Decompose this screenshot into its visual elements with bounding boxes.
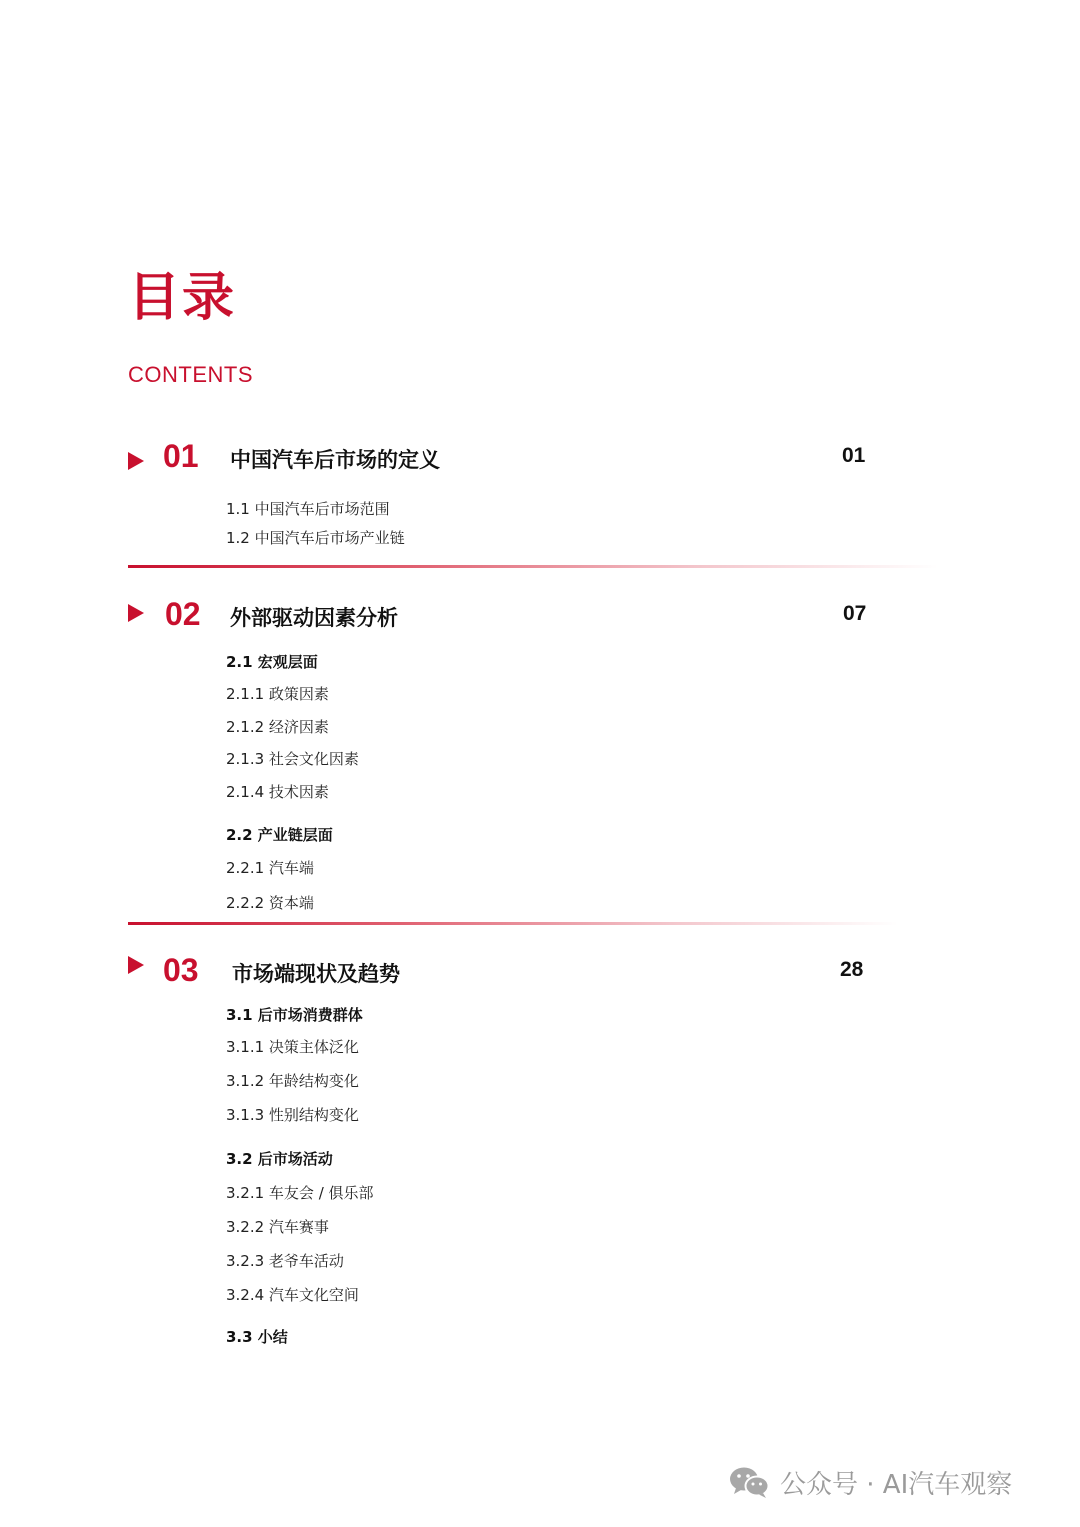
section-title: 外部驱动因素分析 <box>230 606 398 630</box>
toc-item[interactable]: 3.2.4 汽车文化空间 <box>226 1286 359 1304</box>
toc-item[interactable]: 2.1.3 社会文化因素 <box>226 750 359 768</box>
watermark <box>728 1462 1012 1502</box>
watermark-text: 公众号 · AI汽车观察 <box>780 1469 1013 1500</box>
toc-item[interactable]: 2.2.1 汽车端 <box>226 859 314 877</box>
wechat-icon <box>728 1465 770 1499</box>
section-header[interactable] <box>0 438 1080 482</box>
toc-item[interactable]: 3.2.3 老爷车活动 <box>226 1252 344 1270</box>
triangle-marker-icon <box>128 452 144 470</box>
toc-subsection[interactable]: 2.1 宏观层面 <box>226 653 318 671</box>
toc-title: 目录 <box>128 268 237 328</box>
toc-subsection[interactable]: 2.2 产业链层面 <box>226 826 333 844</box>
toc-subsection[interactable]: 3.2 后市场活动 <box>226 1150 333 1168</box>
toc-subtitle: CONTENTS <box>128 362 253 387</box>
toc-item[interactable]: 1.2 中国汽车后市场产业链 <box>226 529 405 547</box>
triangle-marker-icon <box>128 604 144 622</box>
toc-item[interactable]: 2.2.2 资本端 <box>226 894 314 912</box>
section-title: 中国汽车后市场的定义 <box>230 448 440 472</box>
toc-item[interactable]: 2.1.2 经济因素 <box>226 718 329 736</box>
section-number: 02 <box>165 596 201 632</box>
section-divider <box>128 922 898 925</box>
toc-item[interactable]: 3.1.2 年龄结构变化 <box>226 1072 359 1090</box>
section-number: 03 <box>163 952 199 988</box>
toc-item[interactable]: 3.2.2 汽车赛事 <box>226 1218 329 1236</box>
triangle-marker-icon <box>128 956 144 974</box>
toc-item[interactable]: 1.1 中国汽车后市场范围 <box>226 500 390 518</box>
toc-item[interactable]: 3.1.1 决策主体泛化 <box>226 1038 359 1056</box>
section-page-number: 07 <box>843 602 867 625</box>
toc-subsection[interactable]: 3.1 后市场消费群体 <box>226 1006 363 1024</box>
section-header[interactable] <box>0 596 1080 640</box>
section-page-number: 28 <box>840 958 864 981</box>
section-title: 市场端现状及趋势 <box>232 962 400 986</box>
toc-item[interactable]: 2.1.4 技术因素 <box>226 783 329 801</box>
toc-item[interactable]: 2.1.1 政策因素 <box>226 685 329 703</box>
section-divider <box>128 565 938 568</box>
toc-item[interactable]: 3.2.1 车友会 / 俱乐部 <box>226 1184 374 1202</box>
section-number: 01 <box>163 438 199 474</box>
section-header[interactable] <box>0 952 1080 996</box>
toc-subsection[interactable]: 3.3 小结 <box>226 1328 288 1346</box>
section-page-number: 01 <box>842 444 866 467</box>
toc-item[interactable]: 3.1.3 性别结构变化 <box>226 1106 359 1124</box>
